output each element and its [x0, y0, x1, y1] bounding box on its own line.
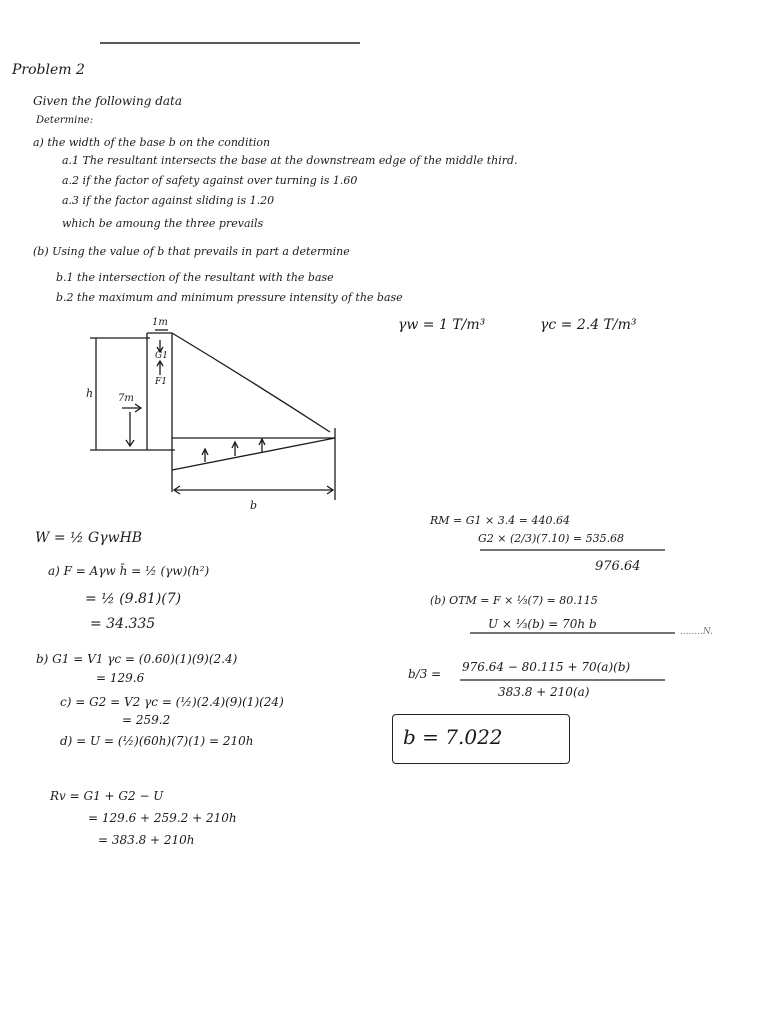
calc-eq-lhs: b/3 = — [408, 667, 442, 681]
calc-eq-numerator: 976.64 − 80.115 + 70(a)(b) — [462, 660, 631, 674]
dam-diagram — [90, 330, 335, 500]
calc-rm-line: G2 × (2/3)(7.10) = 535.68 — [478, 532, 625, 545]
calc-a-line: a) F = Aγw h̄ = ½ (γw)(h²) — [48, 564, 210, 578]
answer-box — [392, 714, 570, 764]
calc-d-line: d) = U = (½)(60h)(7)(1) = 210h — [60, 734, 254, 748]
calc-rm-total: 976.64 — [595, 559, 641, 574]
gamma-w: γw = 1 T/m³ — [398, 317, 486, 333]
calc-b-line: b) G1 = V1 γc = (0.60)(1)(9)(2.4) — [36, 652, 238, 666]
downstream-slope — [172, 333, 330, 432]
calc-eq-denominator: 383.8 + 210(a) — [498, 685, 590, 699]
part-a-which: which be amoung the three prevails — [62, 217, 264, 230]
diagram-water-depth: 7m — [118, 393, 134, 404]
calc-a-line: = 34.335 — [90, 616, 156, 632]
answer-value: b = 7.022 — [403, 725, 503, 749]
calc-c-line: c) = G2 = V2 γc = (½)(2.4)(9)(1)(24) — [60, 695, 284, 709]
calc-rv-line: = 383.8 + 210h — [98, 833, 195, 847]
gamma-c: γc = 2.4 T/m³ — [540, 317, 637, 333]
part-b-heading: (b) Using the value of b that prevails in part a determine — [33, 245, 350, 258]
part-a-item: a.2 if the factor of safety against over turning is 1.60 — [62, 174, 358, 187]
determine-line: Determine: — [36, 115, 94, 126]
calc-otm-line: U × ⅓(b) = 70h b — [488, 617, 597, 631]
calc-rv-line: Rv = G1 + G2 − U — [50, 789, 164, 803]
calc-w: W = ½ GγwHB — [35, 530, 143, 546]
diagram-height-label: h — [86, 387, 94, 400]
given-line: Given the following data — [33, 94, 183, 108]
page-title: Problem 2 — [12, 62, 85, 78]
scribble: ........N. — [680, 627, 714, 637]
calc-a-line: = ½ (9.81)(7) — [85, 591, 182, 607]
part-a-heading: a) the width of the base b on the condition — [33, 136, 271, 149]
calc-c-line: = 259.2 — [122, 713, 171, 727]
calc-rm-line: RM = G1 × 3.4 = 440.64 — [430, 514, 570, 527]
calc-rv-line: = 129.6 + 259.2 + 210h — [88, 811, 237, 825]
part-b-item: b.2 the maximum and minimum pressure intensity of the base — [56, 291, 403, 304]
diagram-g1: G1 — [155, 351, 168, 361]
part-a-item: a.3 if the factor against sliding is 1.20 — [62, 194, 275, 207]
part-b-item: b.1 the intersection of the resultant with the base — [56, 271, 334, 284]
diagram-f1: F1 — [155, 377, 167, 387]
calc-otm-line: (b) OTM = F × ⅓(7) = 80.115 — [430, 594, 598, 607]
part-a-item: a.1 The resultant intersects the base at the downstream edge of the middle third. — [62, 154, 518, 167]
diagram-base-label: b — [250, 499, 258, 512]
diagram-top-width: 1m — [152, 317, 168, 328]
calc-b-line: = 129.6 — [96, 671, 145, 685]
